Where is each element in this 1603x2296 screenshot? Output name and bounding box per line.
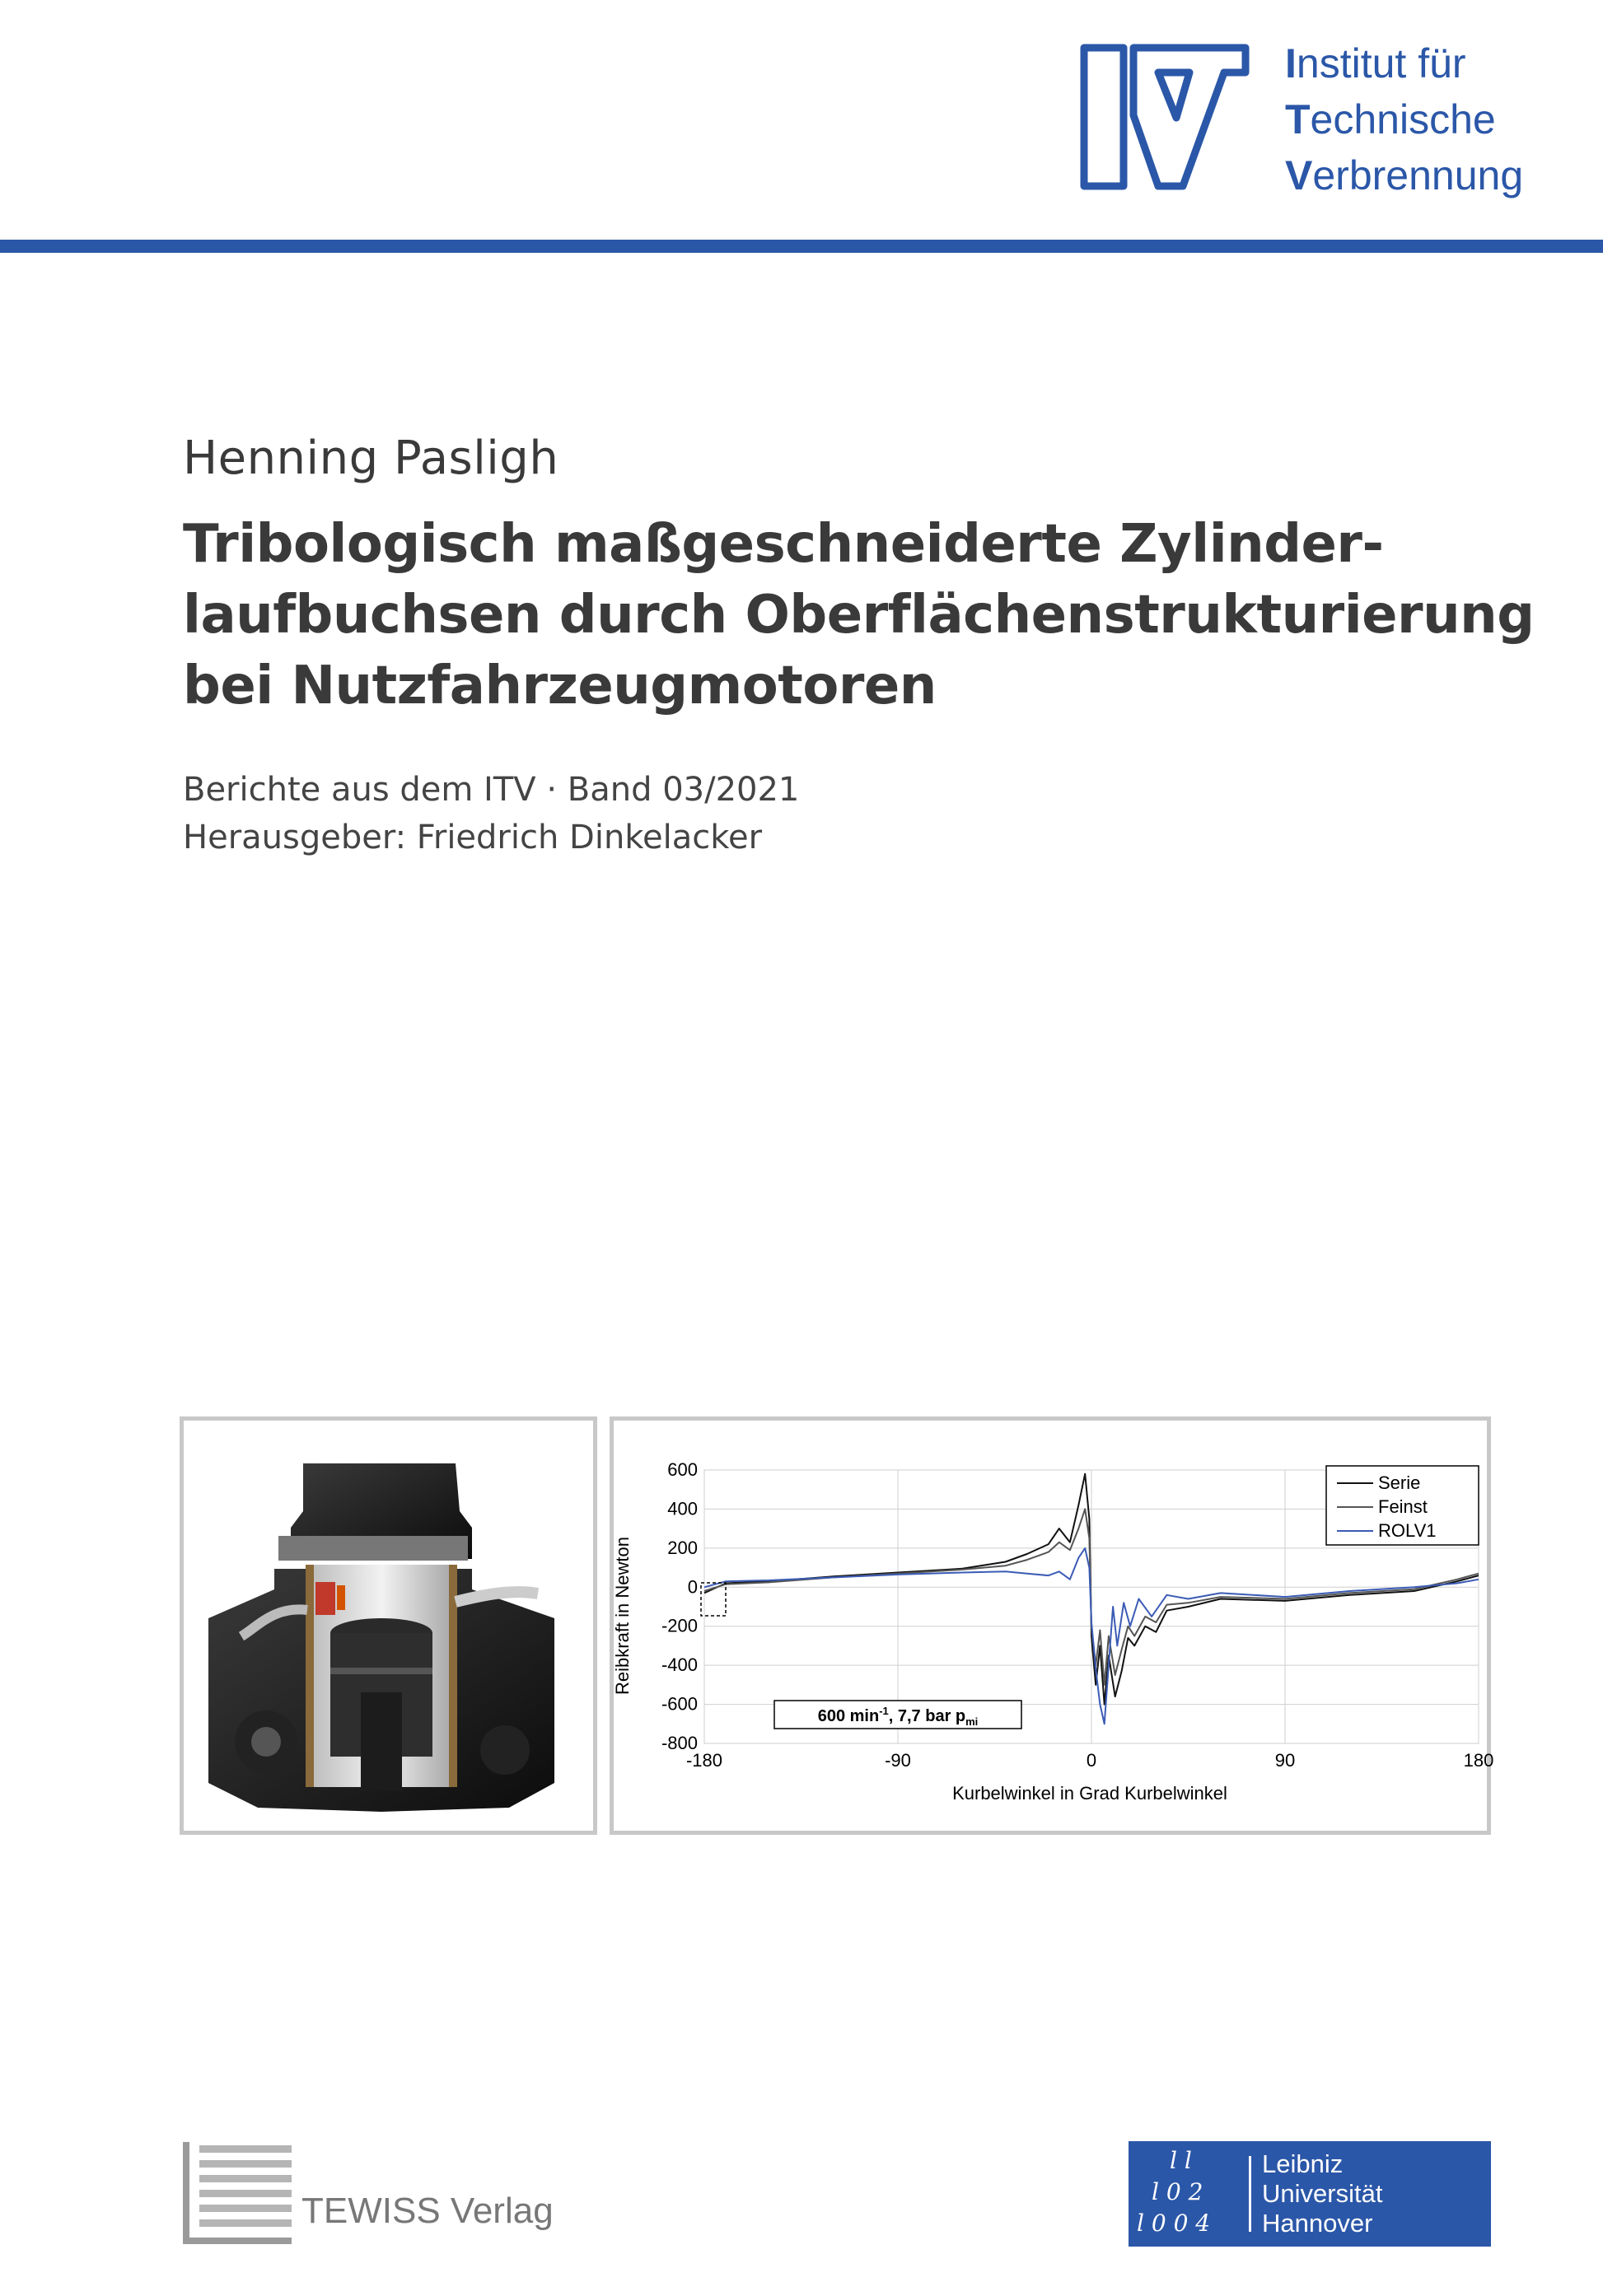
book-title-line-2: laufbuchsen durch Oberflächenstrukturierung bbox=[183, 585, 1535, 646]
x-tick-label: 180 bbox=[1463, 1750, 1494, 1771]
series-info: Berichte aus dem ITV · Band 03/2021 bbox=[183, 771, 800, 809]
y-tick-label: 400 bbox=[667, 1498, 698, 1519]
luh-mark-row-2: l 0 2 bbox=[1152, 2178, 1203, 2205]
y-tick-label: -800 bbox=[661, 1733, 698, 1753]
book-title-line-1: Tribologisch maßgeschneiderte Zylinder- bbox=[183, 514, 1384, 575]
university-line-2: Universität bbox=[1262, 2179, 1383, 2208]
y-tick-label: -400 bbox=[661, 1654, 698, 1676]
y-tick-label: 200 bbox=[667, 1537, 698, 1558]
x-tick-label: 90 bbox=[1274, 1750, 1296, 1771]
tewiss-logo-icon bbox=[180, 2139, 295, 2247]
condition-label: 600 $\min^{-1}$, 7,7 bar $p_{mi}$ bbox=[817, 1705, 979, 1728]
luh-logo bbox=[1129, 2141, 1491, 2247]
y-tick-label: -600 bbox=[661, 1693, 698, 1715]
legend-feinst: Feinst bbox=[1378, 1496, 1428, 1517]
x-tick-label: -90 bbox=[885, 1750, 911, 1771]
y-tick-label: 0 bbox=[687, 1576, 698, 1598]
friction-chart-panel bbox=[610, 1416, 1494, 1835]
university-line-1: Leibniz bbox=[1262, 2149, 1344, 2178]
author-name: Henning Pasligh bbox=[183, 432, 559, 485]
luh-separator bbox=[1249, 2156, 1251, 2232]
engine-cutaway-icon bbox=[184, 1421, 593, 1831]
institute-line-1: Institut für bbox=[1285, 40, 1466, 86]
header-rule bbox=[0, 240, 1603, 253]
y-axis-label: Reibkraft in Newton bbox=[612, 1537, 633, 1695]
luh-mark-row-3: l 0 0 4 bbox=[1137, 2210, 1211, 2237]
institute-line-2: Technische bbox=[1285, 96, 1496, 142]
x-tick-label: 0 bbox=[1086, 1750, 1097, 1771]
x-tick-label: -180 bbox=[685, 1750, 723, 1771]
y-tick-label: 600 bbox=[667, 1459, 698, 1480]
legend-rolv1: ROLV1 bbox=[1378, 1520, 1437, 1541]
y-tick-label: -200 bbox=[661, 1615, 698, 1636]
legend-serie: Serie bbox=[1378, 1472, 1421, 1493]
itv-logo bbox=[1079, 40, 1252, 196]
engine-photo-panel bbox=[180, 1416, 597, 1835]
luh-mark-row-1: l l bbox=[1170, 2147, 1192, 2174]
book-title-line-3: bei Nutzfahrzeugmotoren bbox=[183, 656, 937, 716]
editor-info: Herausgeber: Friedrich Dinkelacker bbox=[183, 819, 763, 856]
x-axis-label: Kurbelwinkel in Grad Kurbelwinkel bbox=[952, 1783, 1227, 1804]
publisher-name: TEWISS Verlag bbox=[301, 2191, 554, 2231]
legend bbox=[1326, 1466, 1479, 1545]
friction-chart bbox=[612, 1421, 1494, 1831]
university-line-3: Hannover bbox=[1262, 2209, 1373, 2238]
institute-line-3: Verbrennung bbox=[1285, 152, 1524, 198]
